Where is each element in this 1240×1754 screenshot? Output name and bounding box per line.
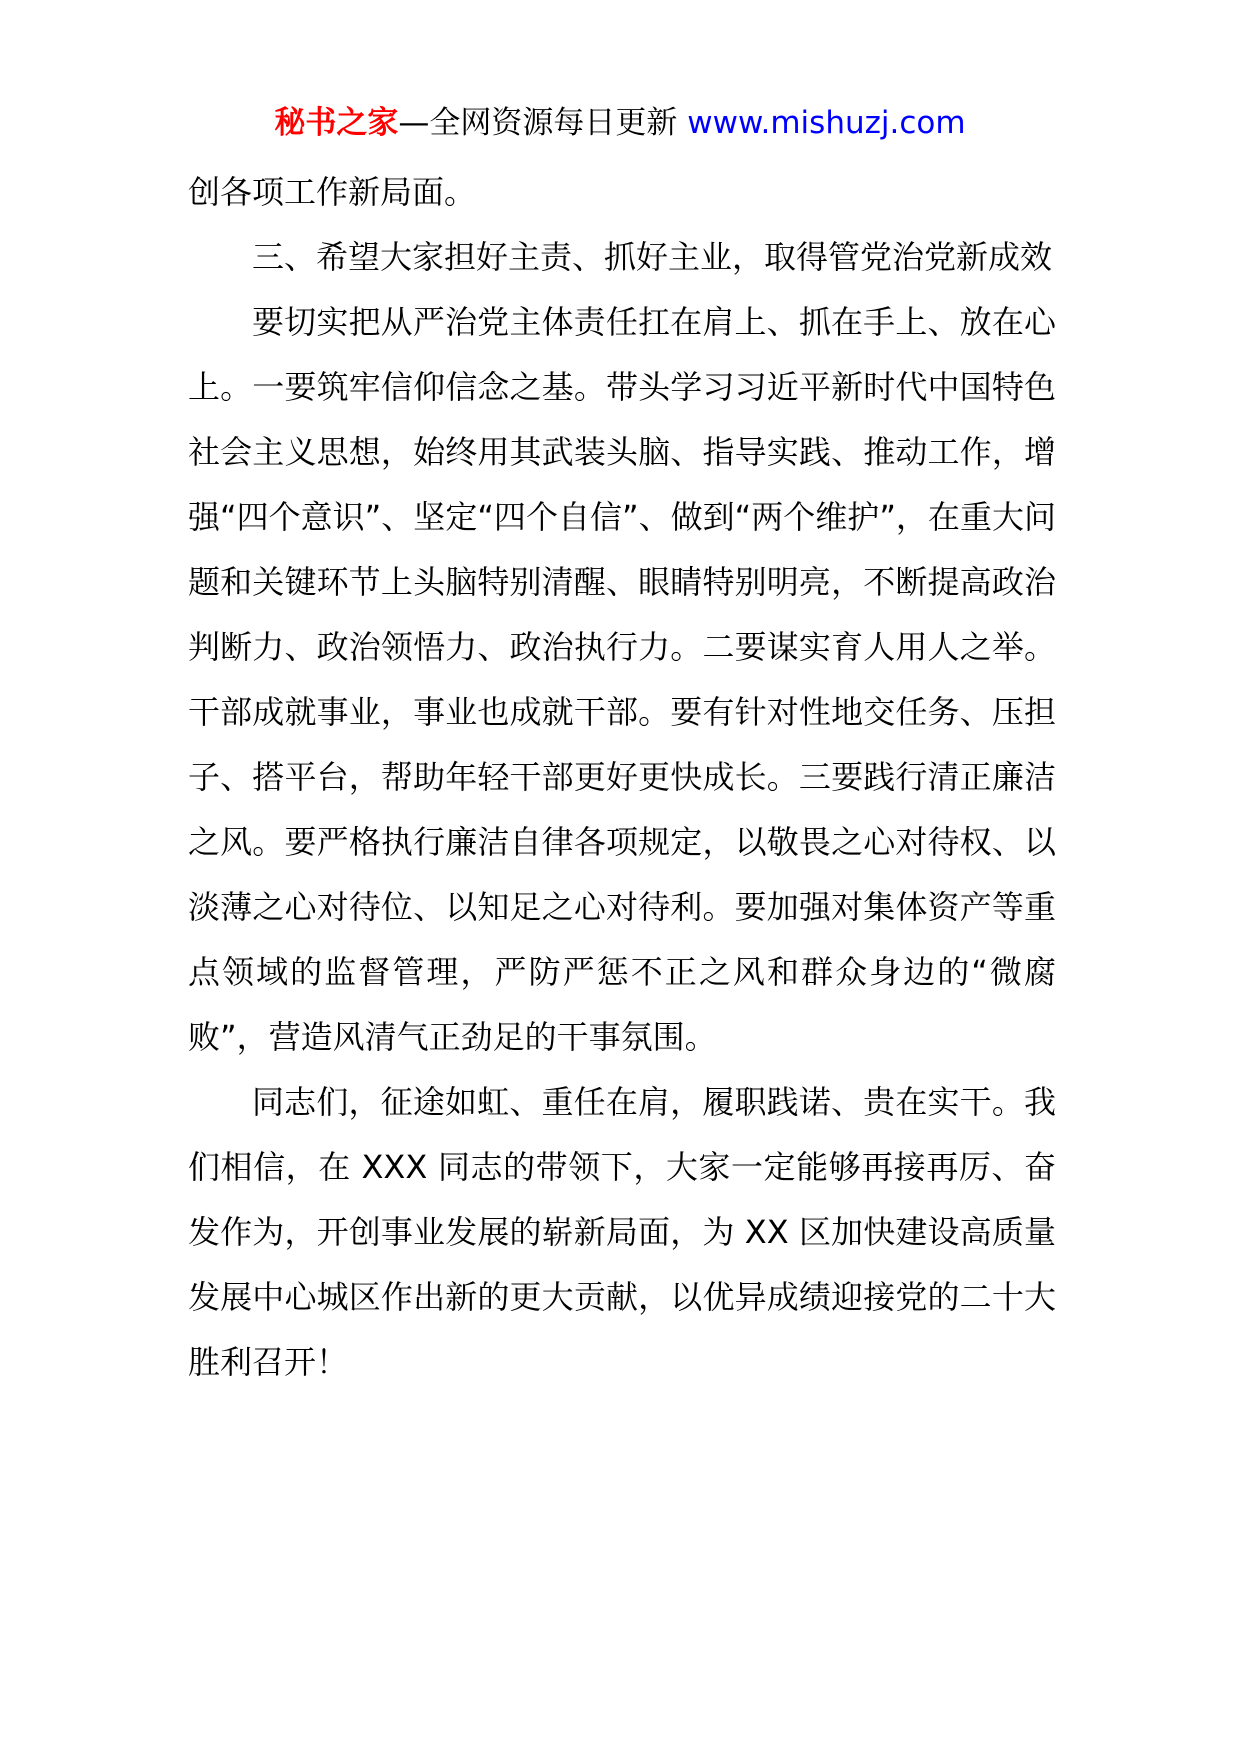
header-dash: — <box>398 105 430 141</box>
paragraph-closing: 同志们，征途如虹、重任在肩，履职践诺、贵在实干。我们相信，在 XXX 同志的带领下，大家一定能够再接再厉、奋发作为，开创事业发展的崭新局面，为 XX 区加快建设高质量发展中心城区作出新的更大贡献，以优异成绩迎接党的二十大胜利召开！ <box>188 1083 1056 1381</box>
site-url-link[interactable]: www.mishuzj.com <box>687 105 966 141</box>
paragraph-main: 要切实把从严治党主体责任扛在肩上、抓在手上、放在心上。一要筑牢信仰信念之基。带头学习习近平新时代中国特色社会主义思想，始终用其武装头脑、指导实践、推动工作，增强“四个意识”、坚定“四个自信”、做到“两个维护”，在重大问题和关键环节上头脑特别清醒、眼睛特别明亮，不断提高政治判断力、政治领悟力、政治执行力。二要谋实育人用人之举。干部成就事业，事业也成就干部。要有针对性地交任务、压担子、搭平台，帮助年轻干部更好更快成长。三要践行清正廉洁之风。要严格执行廉洁自律各项规定，以敬畏之心对待权、以淡薄之心对待位、以知足之心对待利。要加强对集体资产等重点领域的监督管理，严防严惩不正之风和群众身边的“微腐败”，营造风清气正劲足的干事氛围。 <box>188 303 1056 1056</box>
header-slogan: 全网资源每日更新 <box>429 105 688 141</box>
section-heading: 三、希望大家担好主责、抓好主业，取得管党治党新成效 <box>252 238 1053 276</box>
page-header <box>0 100 1240 146</box>
paragraph-continuation: 创各项工作新局面。 <box>188 173 477 211</box>
document-body <box>188 160 1056 1395</box>
site-brand: 秘书之家 <box>274 105 399 141</box>
